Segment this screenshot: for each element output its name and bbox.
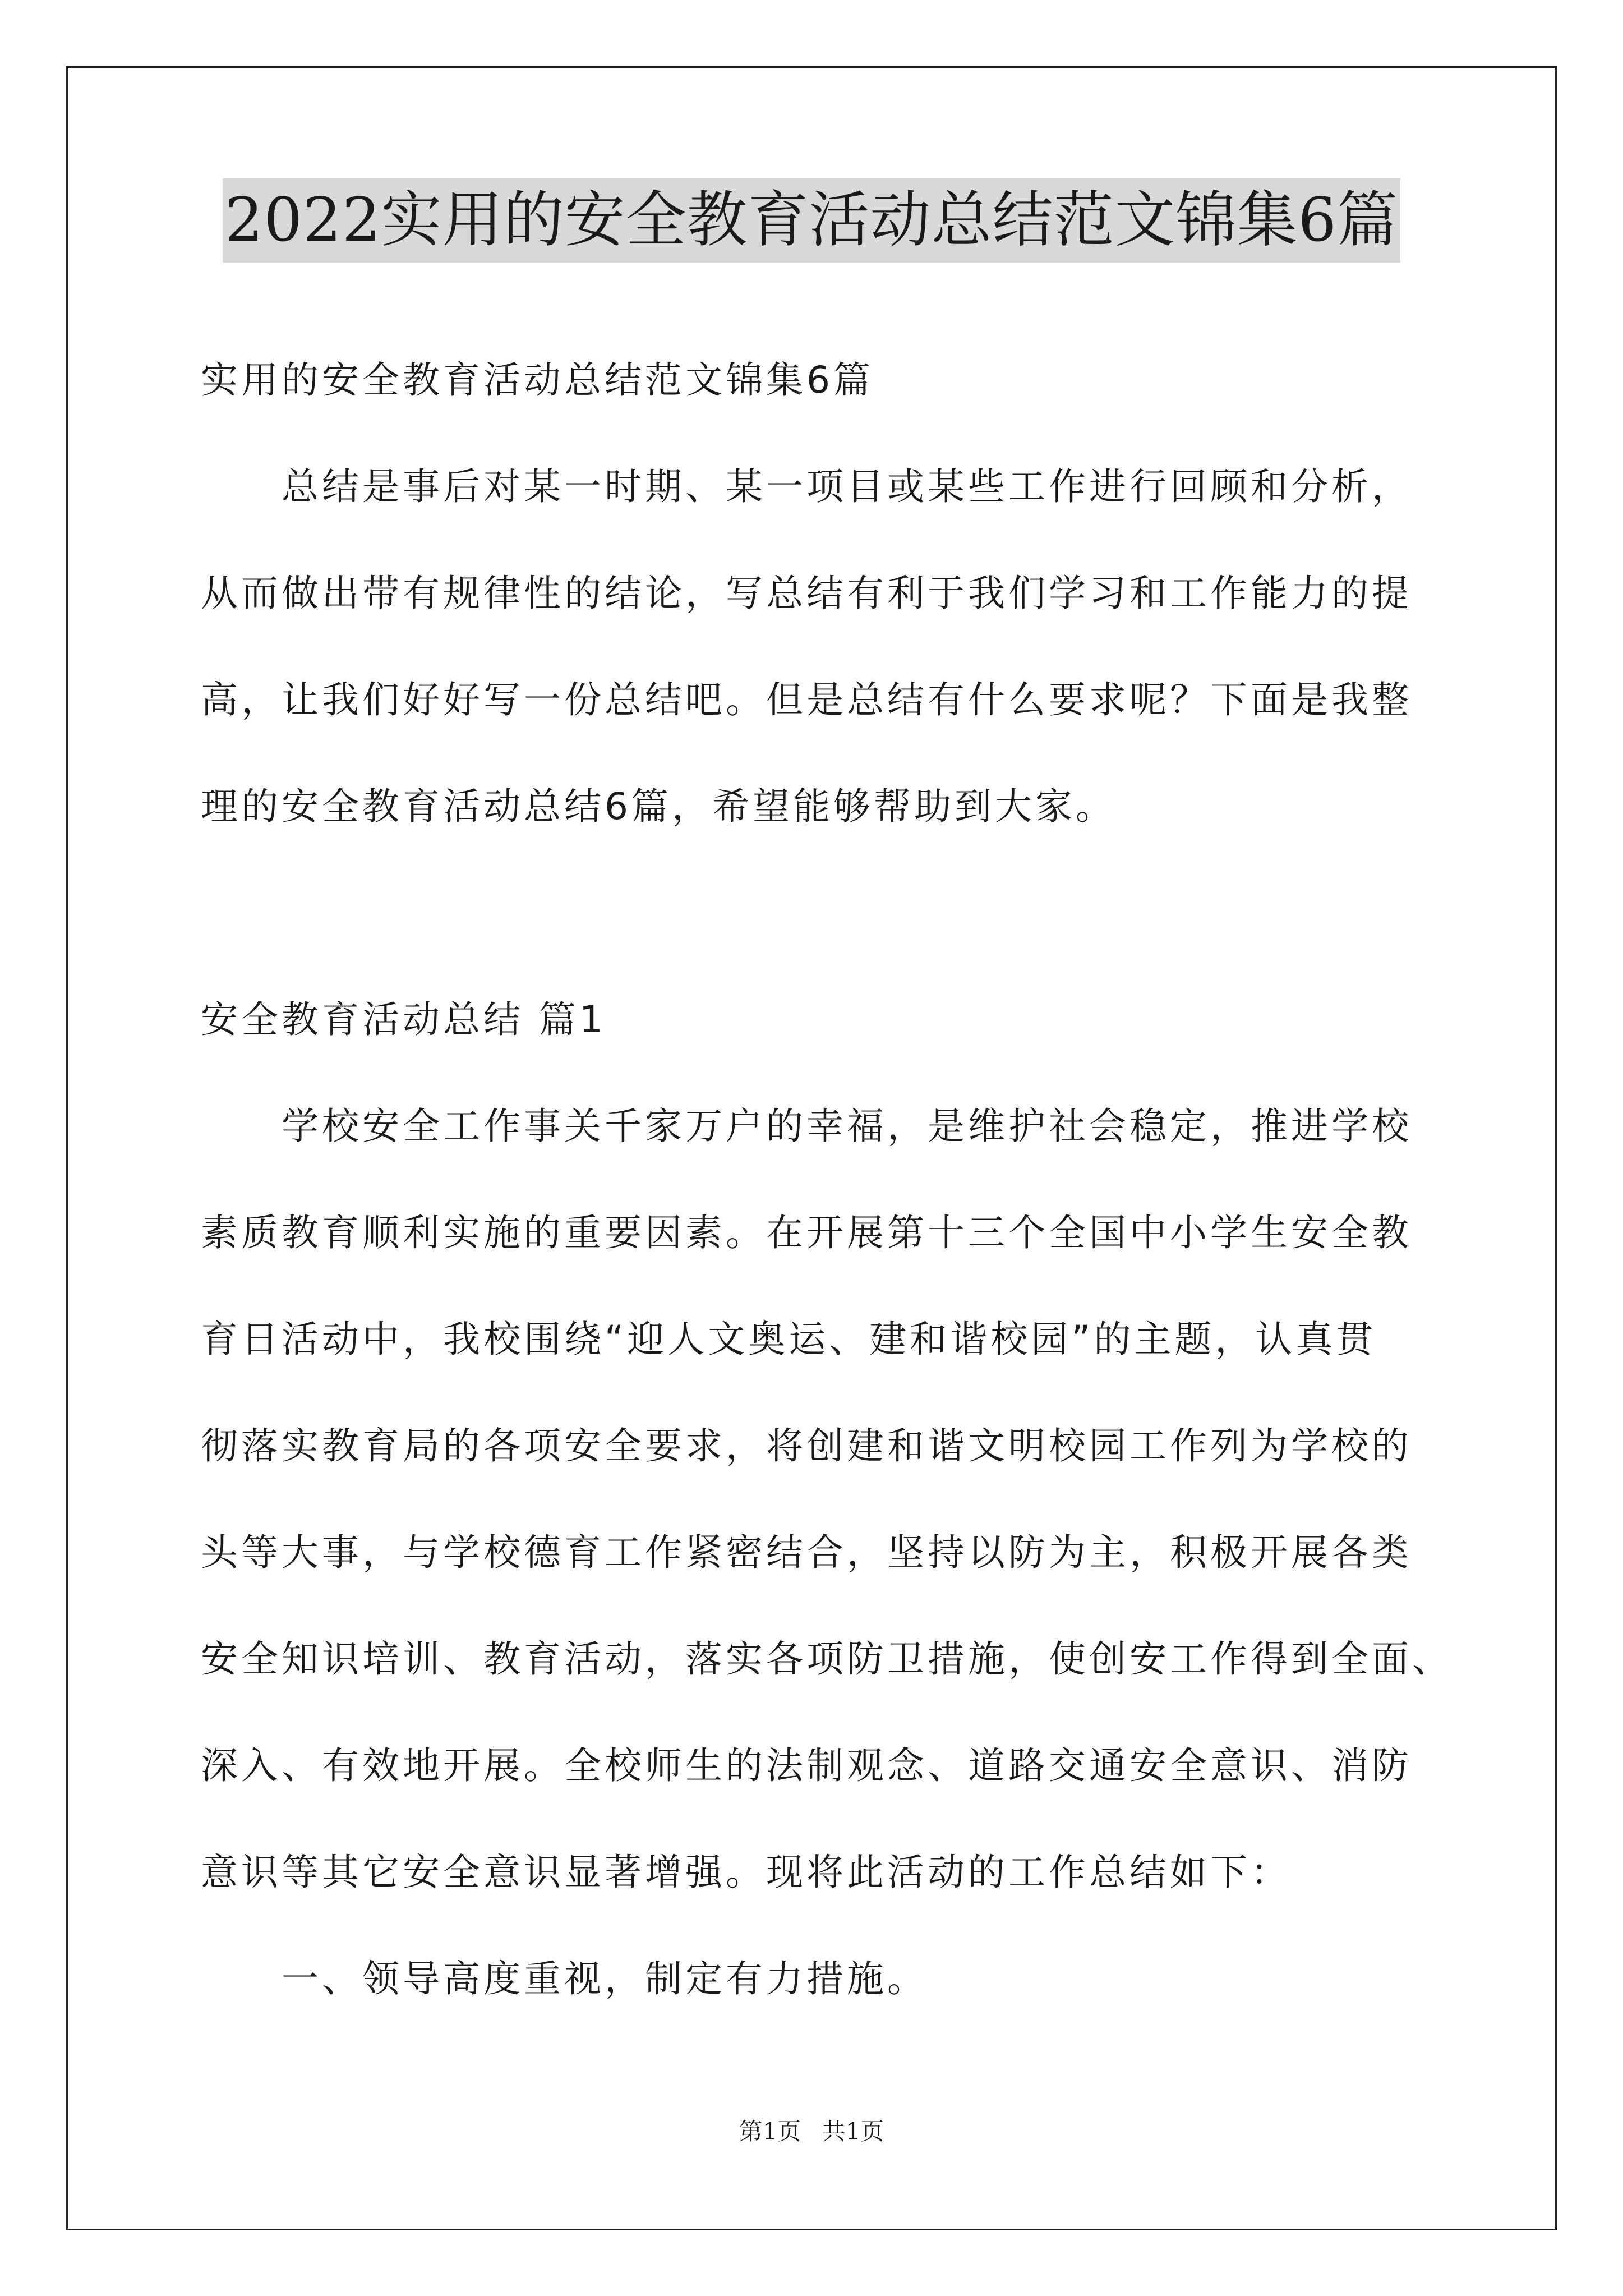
body-line: 素质教育顺利实施的重要因素。在开展第十三个全国中小学生安全教 <box>201 1211 1412 1254</box>
title-container <box>0 178 1623 263</box>
body-line: 一、领导高度重视，制定有力措施。 <box>201 1957 928 2000</box>
body-line: 育日活动中，我校围绕“迎人文奥运、建和谐校园”的主题，认真贯 <box>201 1318 1377 1361</box>
intro-line: 高，让我们好好写一份总结吧。但是总结有什么要求呢？下面是我整 <box>201 678 1412 721</box>
section-heading: 安全教育活动总结 篇1 <box>201 998 606 1041</box>
body-line: 学校安全工作事关千家万户的幸福，是维护社会稳定，推进学校 <box>201 1105 1412 1148</box>
page-number-current: 第1页 <box>739 2118 801 2145</box>
page-footer <box>0 2115 1623 2148</box>
body-line: 深入、有效地开展。全校师生的法制观念、道路交通安全意识、消防 <box>201 1744 1412 1787</box>
intro-line: 理的安全教育活动总结6篇，希望能够帮助到大家。 <box>201 785 1116 828</box>
page-number-total: 共1页 <box>822 2118 884 2145</box>
intro-line: 从而做出带有规律性的结论，写总结有利于我们学习和工作能力的提 <box>201 572 1412 615</box>
body-line: 头等大事，与学校德育工作紧密结合，坚持以防为主，积极开展各类 <box>201 1531 1412 1574</box>
body-line: 安全知识培训、教育活动，落实各项防卫措施，使创安工作得到全面、 <box>201 1637 1453 1681</box>
body-line: 彻落实教育局的各项安全要求，将创建和谐文明校园工作列为学校的 <box>201 1424 1412 1467</box>
document-title: 2022实用的安全教育活动总结范文锦集6篇 <box>223 178 1401 263</box>
intro-line: 总结是事后对某一时期、某一项目或某些工作进行回顾和分析， <box>201 465 1412 508</box>
body-line: 意识等其它安全意识显著增强。现将此活动的工作总结如下： <box>201 1851 1291 1894</box>
document-subtitle: 实用的安全教育活动总结范文锦集6篇 <box>201 358 874 402</box>
